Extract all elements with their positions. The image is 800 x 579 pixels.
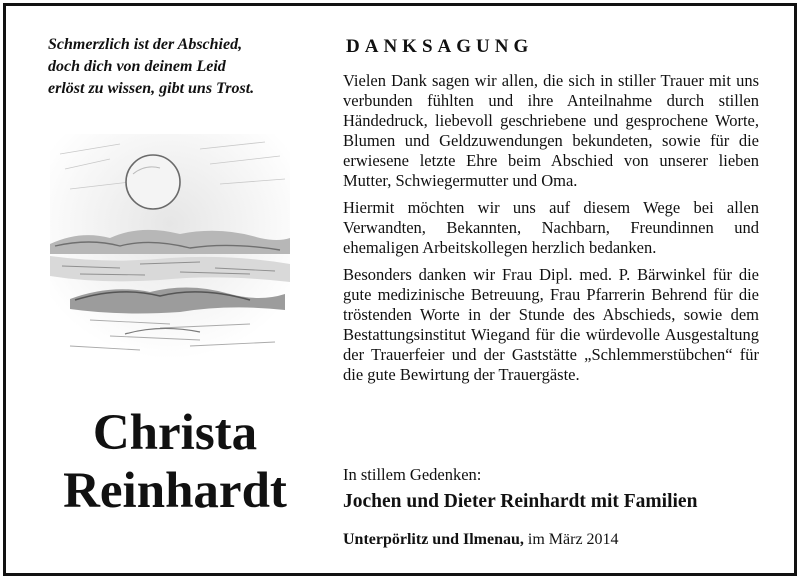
- page-title: DANKSAGUNG: [346, 36, 534, 57]
- poem-line: erlöst zu wissen, gibt uns Trost.: [48, 80, 255, 97]
- signoff-place-date: [343, 531, 619, 549]
- obituary-frame: [3, 3, 797, 576]
- poem-line: Schmerzlich ist der Abschied,: [48, 36, 243, 53]
- poem: [48, 34, 298, 100]
- thanks-paragraph: Hiermit möchten wir uns auf diesem Wege bei allen Verwandten, Bekannten, Nachbarn, Freundinnen und ehemaligen Arbeitskollegen herzlich bedanken.: [343, 198, 759, 257]
- poem-line: doch dich von deinem Leid: [48, 58, 226, 75]
- moon-over-sea-sketch-icon: [50, 134, 290, 359]
- signoff-date: im März 2014: [527, 531, 619, 548]
- signoff-family: Jochen und Dieter Reinhardt mit Familien: [343, 491, 698, 512]
- thanks-paragraph: Besonders danken wir Frau Dipl. med. P. Bärwinkel für die gute medizinische Betreuung, Frau Pfarrerin Behrend für die tröstenden Worte in der Stunde des Abschieds, sowie dem Bestattungsinstitut Wiegand für die würdevolle Ausgestaltung der Trauerfeier und der Gaststätte „Schlemmerstübchen“ für die gute Bewirtung der Trauergäste.: [343, 265, 759, 384]
- thanks-paragraph: Vielen Dank sagen wir allen, die sich in stiller Trauer mit uns verbunden fühlten und ihre Anteilnahme durch stillen Händedruck, liebevoll geschriebene und gesprochene Worte, Blumen und Geldzuwendungen bekundeten, sowie für die erwiesene letzte Ehre beim Abschied von unserer lieben Mutter, Schwiegermutter und Oma.: [343, 71, 759, 190]
- signoff-place: Unterpörlitz und Ilmenau,: [343, 531, 524, 548]
- signoff-intro: In stillem Gedenken:: [343, 465, 482, 484]
- deceased-first-name: Christa: [92, 405, 258, 461]
- deceased-name: [46, 404, 304, 520]
- thanks-text: [343, 71, 759, 392]
- deceased-last-name: Reinhardt: [63, 463, 287, 519]
